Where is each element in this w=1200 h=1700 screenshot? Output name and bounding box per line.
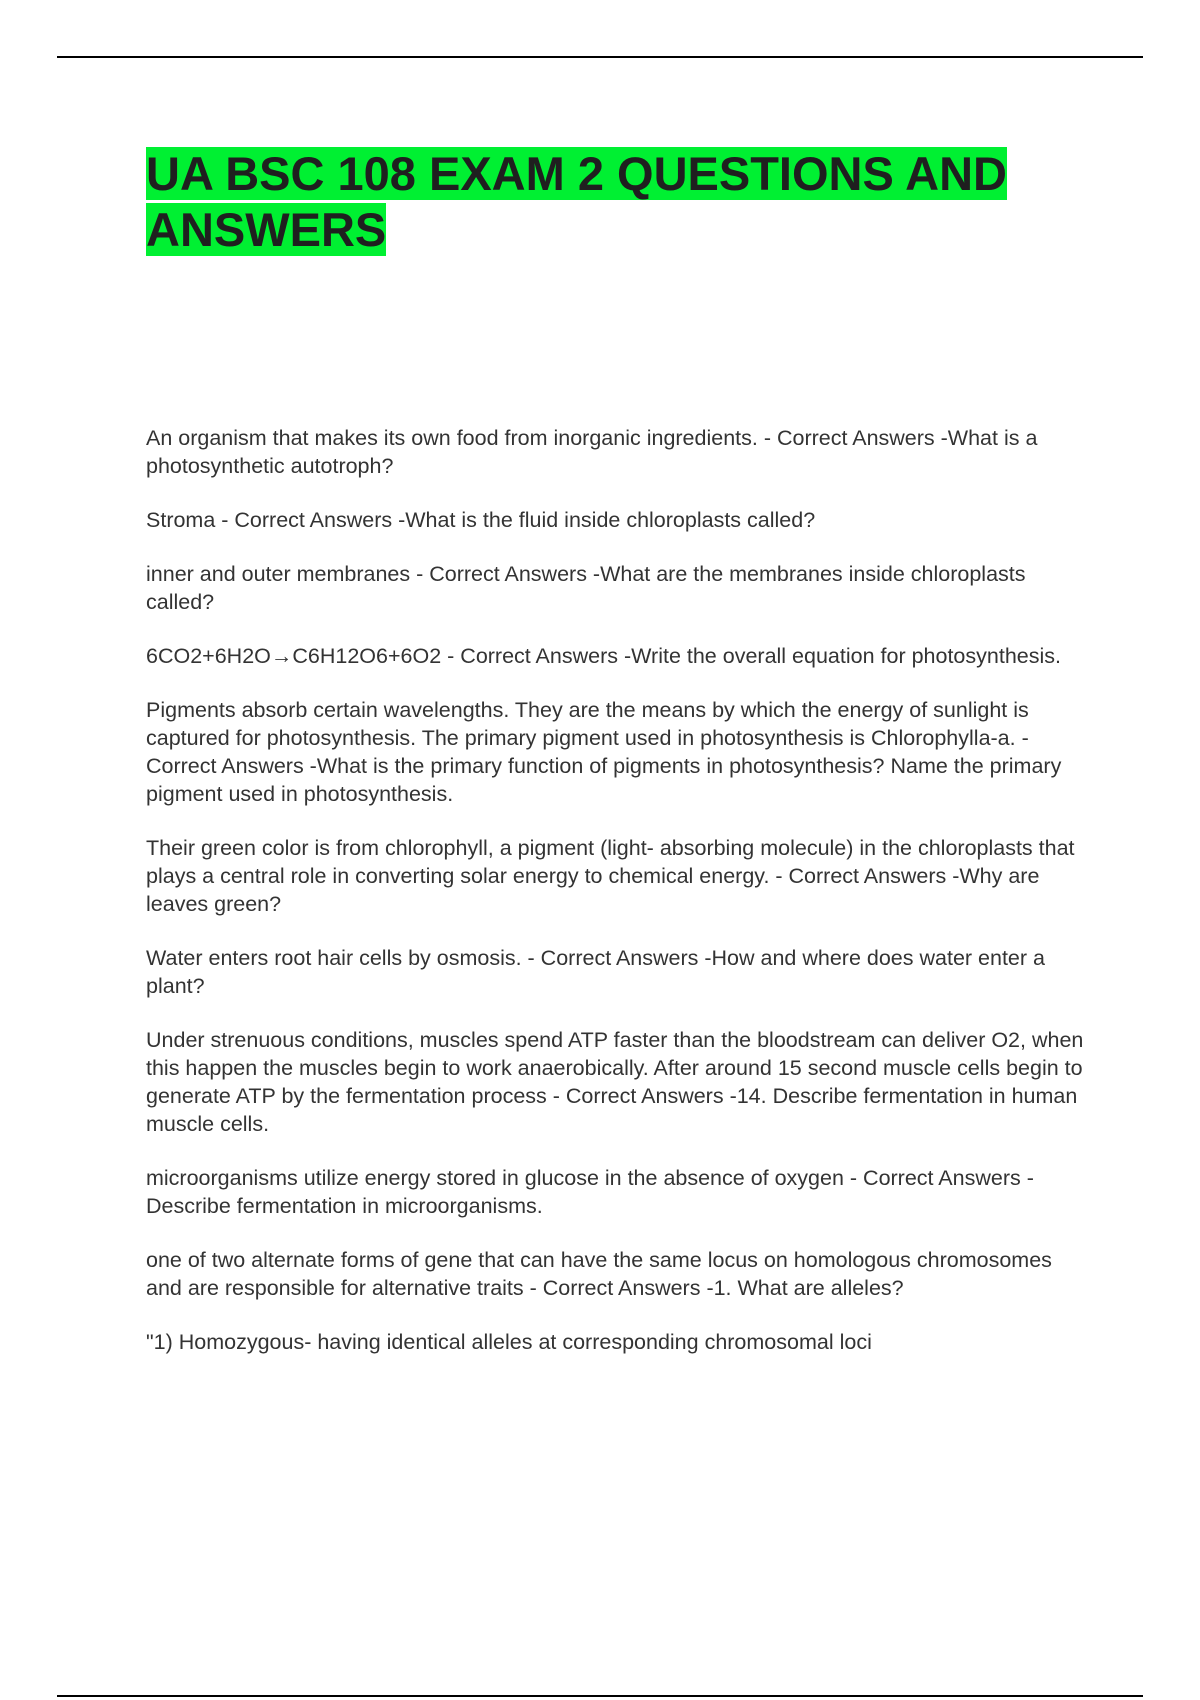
qa-item: Pigments absorb certain wavelengths. They are the means by which the energy of sunlight is captured for photosynthesis. The primary pigment used in photosynthesis is Chlorophylla-a. - Correct Answers -What is the primary function of pigments in photosynthesis? Name the primary pigment used in photosynthesis. <box>146 698 1062 806</box>
qa-item: microorganisms utilize energy stored in glucose in the absence of oxygen - Correct Answers -Describe fermentation in microorganisms. <box>146 1166 1034 1218</box>
qa-item: An organism that makes its own food from inorganic ingredients. - Correct Answers -What is a photosynthetic autotroph? <box>146 426 1038 478</box>
document-title <box>146 146 1066 258</box>
qa-item: Their green color is from chlorophyll, a pigment (light- absorbing molecule) in the chloroplasts that plays a central role in converting solar energy to chemical energy. - Correct Answers -Why are leaves green? <box>146 836 1075 916</box>
bottom-rule <box>57 1695 1143 1697</box>
qa-item: Under strenuous conditions, muscles spend ATP faster than the bloodstream can deliver O2, when this happen the muscles begin to work anaerobically. After around 15 second muscle cells begin to generate ATP by the fermentation process - Correct Answers -14. Describe fermentation in human muscle cells. <box>146 1028 1084 1136</box>
qa-item: one of two alternate forms of gene that can have the same locus on homologous chromosomes and are responsible for alternative traits - Correct Answers -1. What are alleles? <box>146 1248 1052 1300</box>
qa-item: Stroma - Correct Answers -What is the fluid inside chloroplasts called? <box>146 508 816 532</box>
top-rule <box>57 56 1143 58</box>
qa-item: 6CO2+6H2O→C6H12O6+6O2 - Correct Answers -Write the overall equation for photosynthesis. <box>146 644 1061 668</box>
qa-item: "1) Homozygous- having identical alleles at corresponding chromosomal loci <box>146 1330 872 1354</box>
qa-item: Water enters root hair cells by osmosis. - Correct Answers -How and where does water enter a plant? <box>146 946 1045 998</box>
qa-item: inner and outer membranes - Correct Answers -What are the membranes inside chloroplasts called? <box>146 562 1026 614</box>
document-title-text: UA BSC 108 EXAM 2 QUESTIONS AND ANSWERS <box>146 147 1007 256</box>
qa-list <box>146 424 1086 1382</box>
